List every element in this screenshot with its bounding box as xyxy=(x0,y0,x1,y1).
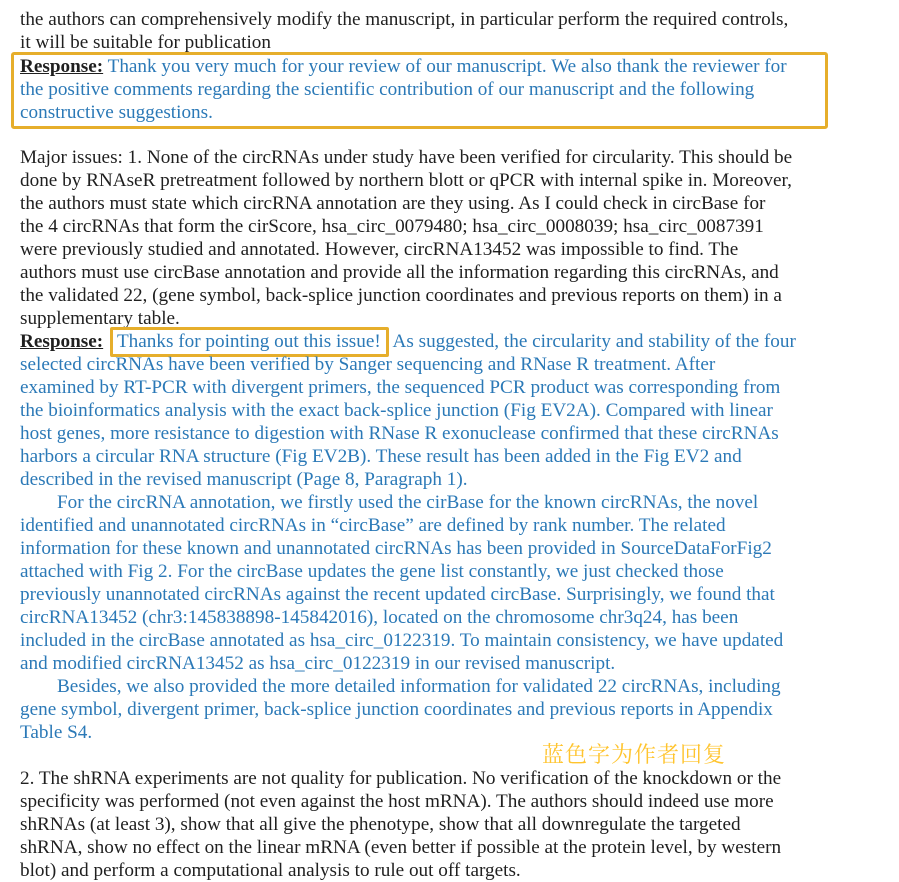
text-line xyxy=(20,675,885,698)
text-line xyxy=(20,238,885,261)
text-segment: done by RNAseR pretreatment followed by northern blott or qPCR with internal spike in. Moreover, xyxy=(20,170,792,191)
text-segment: harbors a circular RNA structure (Fig EV2B). These result has been added in the Fig EV2 and xyxy=(20,446,742,467)
text-line xyxy=(20,859,885,882)
author-response-2 xyxy=(20,330,885,491)
text-segment: blot) and perform a computational analysis to rule out off targets. xyxy=(20,860,521,881)
text-segment: the validated 22, (gene symbol, back-splice junction coordinates and previous reports on them) in a xyxy=(20,285,782,306)
blank-spacer xyxy=(20,129,885,146)
text-line xyxy=(20,192,885,215)
text-segment: the authors can comprehensively modify the manuscript, in particular perform the required controls, xyxy=(20,9,789,30)
chinese-annotation-line xyxy=(20,744,885,767)
text-segment: attached with Fig 2. For the circBase updates the gene list constantly, we just checked those xyxy=(20,561,724,582)
response-label: Response: xyxy=(20,56,104,77)
text-line xyxy=(20,376,885,399)
response-label: Response: xyxy=(20,331,104,352)
text-segment: examined by RT-PCR with divergent primers, the sequenced PCR product was corresponding from xyxy=(20,377,781,398)
text-line xyxy=(20,629,885,652)
text-segment: circRNA13452 (chr3:145838898-145842016), located on the chromosome chr3q24, has been xyxy=(20,607,739,628)
text-line xyxy=(20,836,885,859)
text-segment: shRNAs (at least 3), show that all give the phenotype, show that all downregulate the targeted xyxy=(20,814,741,835)
text-segment: authors must use circBase annotation and provide all the information regarding this circRNAs, and xyxy=(20,262,779,283)
blue-text-annotation: 蓝色字为作者回复 xyxy=(542,743,727,768)
text-segment: host genes, more resistance to digestion with RNase R exonuclease confirmed that these circRNAs xyxy=(20,423,779,444)
author-response-1 xyxy=(11,52,828,129)
text-segment: the bioinformatics analysis with the exact back-splice junction (Fig EV2A). Compared with linear xyxy=(20,400,773,421)
text-segment: and modified circRNA13452 as hsa_circ_0122319 in our revised manuscript. xyxy=(20,653,616,674)
text-line xyxy=(20,31,885,54)
text-segment: Major issues: 1. None of the circRNAs under study have been verified for circularity. This should be xyxy=(20,147,793,168)
text-segment: the positive comments regarding the scientific contribution of our manuscript and the following xyxy=(20,79,755,100)
text-line xyxy=(20,468,885,491)
text-segment: As suggested, the circularity and stability of the four xyxy=(388,331,796,352)
reviewer-major-issue-1 xyxy=(20,146,885,330)
text-segment: were previously studied and annotated. However, circRNA13452 was impossible to find. The xyxy=(20,239,739,260)
text-line xyxy=(20,8,885,31)
text-segment: gene symbol, divergent primer, back-splice junction coordinates and previous reports in Appendix xyxy=(20,699,773,720)
text-line xyxy=(20,261,885,284)
text-line xyxy=(20,560,885,583)
highlighted-phrase: Thanks for pointing out this issue! xyxy=(110,327,389,357)
text-segment: Besides, we also provided the more detailed information for validated 22 circRNAs, including xyxy=(57,676,781,697)
text-line xyxy=(20,698,885,721)
text-segment: constructive suggestions. xyxy=(20,102,213,123)
text-line xyxy=(20,606,885,629)
text-segment: the 4 circRNAs that form the cirScore, hsa_circ_0079480; hsa_circ_0008039; hsa_circ_0087391 xyxy=(20,216,764,237)
text-line xyxy=(20,101,825,124)
text-segment: included in the circBase annotated as hsa_circ_0122319. To maintain consistency, we have updated xyxy=(20,630,784,651)
author-response-2-annotation-paragraph xyxy=(20,491,885,675)
text-line xyxy=(20,78,825,101)
text-line xyxy=(20,422,885,445)
reviewer-comment-intro xyxy=(20,8,885,54)
reviewer-major-issue-2 xyxy=(20,767,885,882)
text-line xyxy=(20,330,885,353)
text-line xyxy=(20,169,885,192)
text-line xyxy=(20,491,885,514)
text-line xyxy=(20,55,825,78)
text-line xyxy=(20,537,885,560)
text-line xyxy=(20,215,885,238)
text-line xyxy=(20,399,885,422)
text-line xyxy=(20,767,885,790)
text-line xyxy=(20,284,885,307)
text-segment: supplementary table. xyxy=(20,308,180,329)
author-response-2-besides-paragraph xyxy=(20,675,885,744)
text-segment: Thank you very much for your review of our manuscript. We also thank the reviewer for xyxy=(103,56,787,77)
text-line xyxy=(20,744,885,767)
text-segment: information for these known and unannotated circRNAs has been provided in SourceDataForFig2 xyxy=(20,538,772,559)
text-line xyxy=(20,353,885,376)
text-segment: Table S4. xyxy=(20,722,93,743)
text-segment: specificity was performed (not even against the host mRNA). The authors should indeed use more xyxy=(20,791,774,812)
text-line xyxy=(20,790,885,813)
text-line xyxy=(20,445,885,468)
text-segment xyxy=(103,331,108,352)
text-line xyxy=(20,652,885,675)
text-line xyxy=(20,583,885,606)
text-line xyxy=(20,146,885,169)
text-segment: shRNA, show no effect on the linear mRNA (even better if possible at the protein level, by western xyxy=(20,837,782,858)
text-line xyxy=(20,514,885,537)
text-segment: For the circRNA annotation, we firstly used the cirBase for the known circRNAs, the novel xyxy=(57,492,759,513)
text-segment: selected circRNAs have been verified by Sanger sequencing and RNase R treatment. After xyxy=(20,354,716,375)
text-segment: it will be suitable for publication xyxy=(20,32,271,53)
text-segment: identified and unannotated circRNAs in “circBase” are defined by rank number. The related xyxy=(20,515,726,536)
text-segment: 2. The shRNA experiments are not quality for publication. No verification of the knockdown or the xyxy=(20,768,782,789)
text-segment: previously unannotated circRNAs against the recent updated circBase. Surprisingly, we found that xyxy=(20,584,775,605)
text-segment: the authors must state which circRNA annotation are they using. As I could check in circBase for xyxy=(20,193,766,214)
text-segment: described in the revised manuscript (Page 8, Paragraph 1). xyxy=(20,469,468,490)
text-line xyxy=(20,721,885,744)
text-line xyxy=(20,813,885,836)
